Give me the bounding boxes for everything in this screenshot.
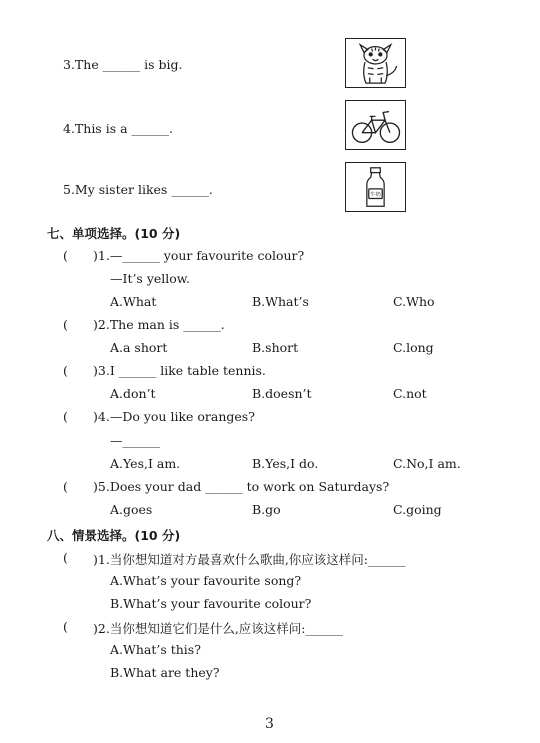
fill-item-4: 4.This is a ______. xyxy=(63,121,173,136)
q8-2-stem: )2.当你想知道它们是什么,应该这样问:______ xyxy=(93,621,344,636)
q7-4-extra: —______ xyxy=(110,433,160,448)
q7-3-bracket[interactable]: ( xyxy=(63,363,68,378)
q8-1-bracket[interactable]: ( xyxy=(63,550,68,565)
milk-picture xyxy=(345,162,406,212)
q7-5-option-c[interactable]: C.going xyxy=(393,502,442,517)
fill-item-3: 3.The ______ is big. xyxy=(63,57,183,72)
tiger-picture xyxy=(345,38,406,88)
page-number: 3 xyxy=(265,716,274,732)
tiger-icon xyxy=(346,39,405,87)
q7-4-option-b[interactable]: B.Yes,I do. xyxy=(252,456,319,471)
q7-2-option-a[interactable]: A.a short xyxy=(110,340,168,355)
q7-1-option-a[interactable]: A.What xyxy=(110,294,157,309)
milk-bottle-icon xyxy=(346,163,405,211)
q7-3-stem: )3.I ______ like table tennis. xyxy=(93,363,266,378)
q7-1-option-c[interactable]: C.Who xyxy=(393,294,435,309)
bicycle-picture xyxy=(345,100,406,150)
q7-1-extra: —It’s yellow. xyxy=(110,271,190,286)
q7-3-option-c[interactable]: C.not xyxy=(393,386,427,401)
q8-1-option-b[interactable]: B.What’s your favourite colour? xyxy=(110,596,312,611)
q7-4-bracket[interactable]: ( xyxy=(63,409,68,424)
q7-5-bracket[interactable]: ( xyxy=(63,479,68,494)
q7-2-option-c[interactable]: C.long xyxy=(393,340,434,355)
milk-label: 牛奶 xyxy=(370,192,381,199)
q8-2-option-b[interactable]: B.What are they? xyxy=(110,665,220,680)
q7-4-stem: )4.—Do you like oranges? xyxy=(93,409,255,424)
q7-1-option-b[interactable]: B.What’s xyxy=(252,294,309,309)
q7-5-option-b[interactable]: B.go xyxy=(252,502,281,517)
q7-3-option-b[interactable]: B.doesn’t xyxy=(252,386,312,401)
q7-5-stem: )5.Does your dad ______ to work on Saturdays? xyxy=(93,479,390,494)
section-7-title: 七、单项选择。(10 分) xyxy=(47,226,181,241)
q7-3-option-a[interactable]: A.don’t xyxy=(110,386,156,401)
section-8-title: 八、情景选择。(10 分) xyxy=(47,528,181,543)
fill-item-5: 5.My sister likes ______. xyxy=(63,182,213,197)
q7-5-option-a[interactable]: A.goes xyxy=(110,502,153,517)
q7-1-stem: )1.—______ your favourite colour? xyxy=(93,248,305,263)
q7-2-option-b[interactable]: B.short xyxy=(252,340,299,355)
q8-1-stem: )1.当你想知道对方最喜欢什么歌曲,你应该这样问:______ xyxy=(93,552,406,567)
q7-2-stem: )2.The man is ______. xyxy=(93,317,225,332)
q7-1-bracket[interactable]: ( xyxy=(63,248,68,263)
q7-4-option-a[interactable]: A.Yes,I am. xyxy=(110,456,181,471)
q8-2-option-a[interactable]: A.What’s this? xyxy=(110,642,201,657)
q7-4-option-c[interactable]: C.No,I am. xyxy=(393,456,461,471)
q8-1-option-a[interactable]: A.What’s your favourite song? xyxy=(110,573,302,588)
q7-2-bracket[interactable]: ( xyxy=(63,317,68,332)
bicycle-icon xyxy=(346,101,405,149)
q8-2-bracket[interactable]: ( xyxy=(63,619,68,634)
